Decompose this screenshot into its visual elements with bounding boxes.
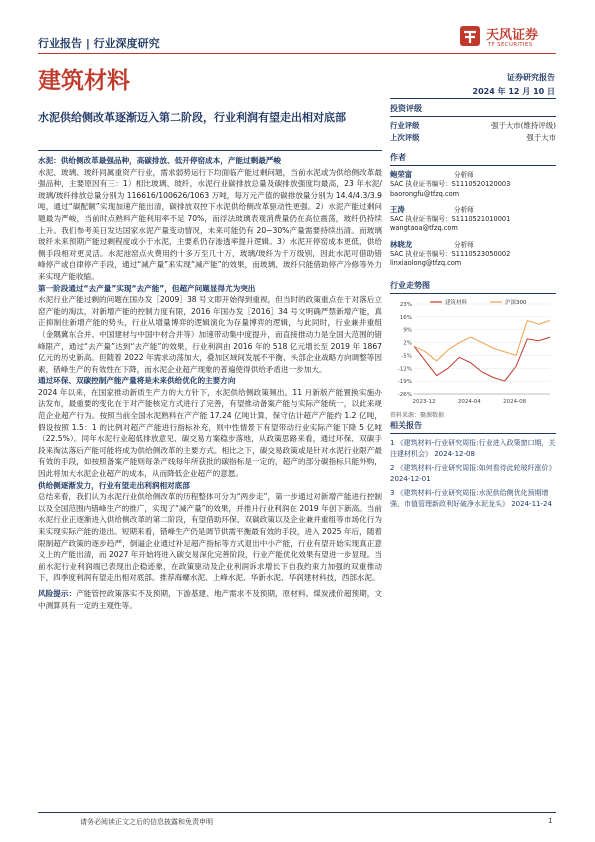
author-block bbox=[390, 170, 556, 199]
section-heading: 通过环保、双碳控制产能产量将是未来供给优化的主要方向 bbox=[38, 376, 236, 386]
related-report-text[interactable]: 2 《建筑材料-行业研究周报:如何看待此轮玻纤涨价》 2024-12-01 bbox=[390, 464, 556, 483]
author-email[interactable]: baorongfu@tfzq.com bbox=[390, 189, 460, 198]
trend-heading: 行业走势图 bbox=[390, 280, 556, 294]
meta-divider bbox=[390, 98, 556, 99]
tf-logo-icon bbox=[458, 24, 482, 48]
report-type: 行业报告 | 行业深度研究 bbox=[38, 37, 160, 50]
report-date: 2024 年 12 月 10 日 bbox=[472, 87, 555, 96]
disclaimer-note: 请务必阅读正文之后的信息披露和免责申明 bbox=[80, 818, 213, 826]
related-report-link[interactable] bbox=[390, 488, 556, 510]
y-tick-label: 23% bbox=[399, 302, 412, 308]
paragraph: 水泥、玻璃、玻纤同属重资产行业，需求弱势运行下均面临产能过剩问题，当前水泥或为供给侧改革最强品种，主要原因有三：1）相比玻璃、玻纤，水泥行业碳排放总量及碳排放强度均最高，23 年水泥/玻璃/玻纤排放总量分别为 116616/100626/1063 万吨，每万元产值的碳排放量分别为 14.4/4.3/3.9 吨，通过“碳配额”实现加速产能出清，碳排放双控下水泥供给侧改革驱动性更强。2）水泥产能过剩问题最为严峻，当前时点熟料产能利用率不足 70%，而浮法玻璃表观消费量仍在高位震荡，玻纤仍持续上升。我们参考美日发达国家水泥产量变动情况，未来可能仍有 20~30%产量需要持续出清。而玻璃玻纤未来预期产能过剩程度或小于水泥，主要系仍存渗透率提升逻辑。3）水泥开停窑成本更低，供给侧手段相对更灵活。水泥池窑点火费用约十多万至几十万，玻璃/玻纤为千万级别，因此水泥可借助错峰停产或自律停产手段，通过“减产量”来实现“减产能”的效果，而玻璃、玻纤只能借助停产冷修等外力来实现产能收缩。 bbox=[38, 167, 382, 281]
x-tick-label: 2024-04 bbox=[457, 399, 481, 405]
author-name: 鲍荣富 bbox=[390, 170, 413, 179]
paragraph: 2024 年以来，在国家推动新质生产力的大方针下，水泥供给侧政策频出。11 月新版产能置换实施办法发布，最重要的变化在于对产能核定方式进行了完善，有望推动备案产能与实际产能统一，以此来规范企业超产行为。按照当前全国水泥熟料在产产能 17.24 亿吨计算，保守估计超产产能约 1.2 亿吨，假设按照 1.5：1 的比例对超产产能进行指标补充，则中性情景下有望带动行业实际产能下降 5 亿吨（22.5%）。同年水泥行业超低排放意见、碳交易方案稳步落地，从政策思路来看，通过环保、双碳手段来淘汰落后产能可能将成为供给侧改革的主要方式。相比之下，碳交易政策或是针对水泥行业限产最有效的手段，如按照备案产能则每条产线每年所获批的碳指标是一定的，超产的部分碳指标只能外购，因此将加大水泥企业超产的成本，从而降低企业超产的意愿。 bbox=[38, 387, 382, 479]
rating-value: 强于大市(维持评级) bbox=[491, 121, 556, 130]
rating-heading: 投资评级 bbox=[390, 103, 556, 117]
section-heading: 供给侧逐渐发力，行业有望走出利润相对底部 bbox=[38, 480, 190, 490]
author-role: 分析师 bbox=[454, 171, 474, 179]
trend-chart bbox=[390, 298, 556, 408]
related-report-text[interactable]: 1 《建筑材料-行业研究周报:行业进入政策窗口期，关注建材机会》 2024-12-08 bbox=[390, 439, 556, 458]
footer-divider bbox=[38, 812, 556, 813]
x-tick-label: 2024-08 bbox=[503, 399, 527, 405]
related-report-text[interactable]: 3 《建筑材料-行业研究周报:水泥供给侧优化预期增强，市值管理新政利好破净水泥龙头》 2024-11-24 bbox=[390, 489, 552, 508]
trend-panel bbox=[390, 280, 556, 419]
y-tick-label: 2% bbox=[403, 340, 412, 347]
industry-title: 建筑材料 bbox=[38, 68, 130, 94]
risk-heading: 风险提示： bbox=[38, 588, 77, 598]
logo-name-en: TF SECURITIES bbox=[488, 42, 533, 48]
y-tick-label: -12% bbox=[397, 366, 412, 373]
rating-label: 上次评级 bbox=[390, 133, 420, 142]
x-tick-label: 2023-12 bbox=[412, 399, 436, 405]
page-number: 1 bbox=[548, 817, 553, 825]
legend-label: 建筑材料 bbox=[445, 300, 468, 306]
author-name: 林晓龙 bbox=[390, 239, 413, 249]
author-cert: SAC 执业证书编号：S1110521010001 bbox=[390, 215, 511, 224]
report-label: 证券研究报告 bbox=[507, 73, 555, 82]
section-heading: 第一阶段通过“去产量”实现“去产能”，但超产问题显得尤为突出 bbox=[38, 283, 256, 293]
author-name: 王涛 bbox=[390, 204, 405, 214]
author-block bbox=[390, 240, 556, 269]
related-report-link[interactable] bbox=[390, 463, 556, 485]
y-tick-label: 9% bbox=[403, 327, 412, 334]
author-role: 分析师 bbox=[454, 240, 474, 249]
author-role: 分析师 bbox=[454, 205, 474, 214]
author-panel bbox=[390, 152, 556, 275]
y-tick-label: -26% bbox=[397, 392, 412, 398]
author-cert: SAC 执业证书编号：S1110523050002 bbox=[390, 250, 511, 259]
author-cert: SAC 执业证书编号：S1110520120003 bbox=[390, 180, 511, 189]
rating-panel bbox=[390, 103, 556, 144]
related-heading: 相关报告 bbox=[390, 420, 556, 434]
chart-source: 资料来源：聚源数据 bbox=[390, 412, 445, 419]
logo-name-cn: 天风证券 bbox=[486, 28, 539, 43]
report-body bbox=[38, 155, 382, 611]
rating-row bbox=[390, 120, 556, 132]
series-line bbox=[414, 321, 550, 361]
y-tick-label: -19% bbox=[397, 379, 412, 386]
report-headline: 水泥供给侧改革逐渐迈入第二阶段，行业利润有望走出相对底部 bbox=[38, 111, 346, 124]
author-block bbox=[390, 205, 556, 234]
paragraph: 总结来看，我们认为水泥行业供给侧改革的历程整体可分为“两步走”，第一步通过对新增产能进行控制以及全国范围内错峰生产的推广，实现了“减产量”的效果，并推升行业利润在 2019 年创下新高。当前水泥行业正逐渐进入供给侧改革的第二阶段，有望借助环保、双碳政策以及企业兼并重组等市场化行为来实现实际产能的退出。短期来看，错峰生产仍是调节供需平衡最有效的手段，进入 2025 年后，随着限制超产政策的逐步趋严，倒逼企业通过补足超产指标等方式退出中小产能，行业有望开始实现真正意义上的产能出清，而 2027 年开始将进入碳交易深化完善阶段，行业产能优化效果有望进一步显现。当前水泥行业利润端已表现出企稳迹象，在政策驱动及企业利润诉求增长下自我约束力加强的双重推动下，四季度利润有望走出相对底部。推荐海螺水泥、上峰水泥、华新水泥、华润建材科技，西部水泥。 bbox=[38, 492, 382, 583]
rating-label: 行业评级 bbox=[390, 121, 420, 130]
rating-row bbox=[390, 132, 556, 144]
author-email[interactable]: linxiaolong@tfzq.com bbox=[390, 259, 462, 268]
y-tick-label: 16% bbox=[399, 314, 412, 321]
related-panel bbox=[390, 420, 556, 513]
section-heading: 水泥：供给侧改革最强品种，高碳排放、低开停窑成本，产能过剩最严峻 bbox=[38, 156, 281, 165]
author-heading: 作者 bbox=[390, 152, 556, 166]
risk-text: 产能管控政策落实不及预期，下游基建、地产需求不及预期，原材料、煤炭涨价超预期，文中测算具有一定的主观性等。 bbox=[38, 588, 383, 610]
author-email[interactable]: wangtaoa@tfzq.com bbox=[390, 224, 458, 233]
rating-value: 强于大市 bbox=[526, 133, 556, 142]
company-logo bbox=[458, 22, 558, 54]
legend-label: 沪深300 bbox=[505, 300, 527, 306]
paragraph: 水泥行业产能过剩的问题在国办发［2009］38 号文即开始得到重视，但当时的政策重点在于对落后立窑产能的淘汰，对新增产能的控制力度有限，2016 年国办发［2016］34 号文明确严禁新增产能，真正抑制住新增产能的势头，行业从增量博弈的逻辑演化为存量博弈的逻辑，与此同时，行业兼并重组（金隅冀东合并、中国建材与中国中材合并等）加速带动集中度提升，而直接推动力是全国大范围的错峰限产，通过“去产量”达到“去产能”的效果，行业利润由 2016 年的 518 亿元增长至 2019 年 1867 亿元的历史新高。但随着 2022 年需求动荡加大，叠加区域间发展不平衡、头部企业战略方向调整等因素，错峰生产的有效性在下降，而水泥企业超产现象的普遍使得供给矛盾进一步加大。 bbox=[38, 295, 382, 374]
y-tick-label: -5% bbox=[401, 353, 412, 360]
related-report-link[interactable] bbox=[390, 438, 556, 460]
headline-divider bbox=[38, 150, 382, 151]
